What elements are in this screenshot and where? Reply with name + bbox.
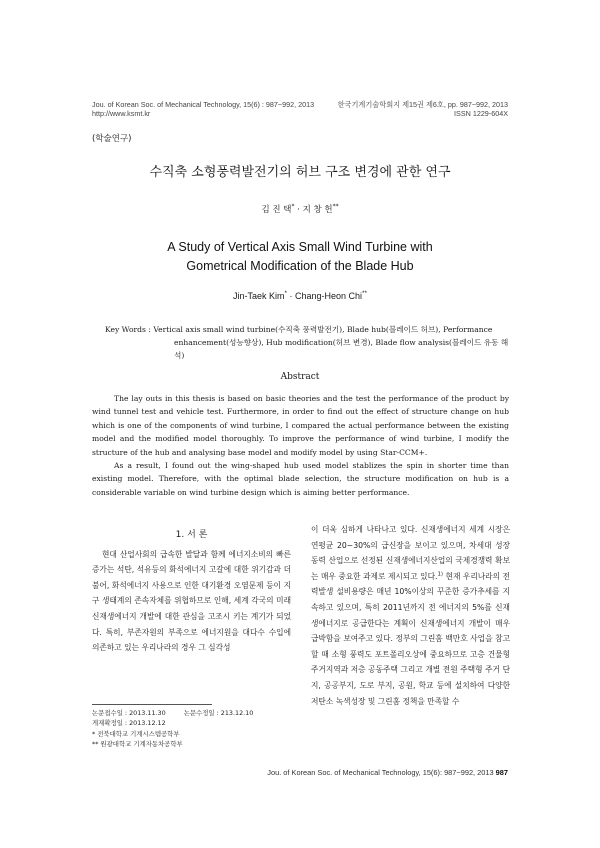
journal-url[interactable]: http://www.ksmt.kr [92,109,151,118]
accepted-date: 게재확정일 : 2013.12.12 [92,718,166,727]
paper-category: (학술연구) [92,134,132,144]
keywords [105,323,510,362]
footnotes [92,709,253,749]
affil-mark: * [284,290,287,297]
left-column [92,528,291,656]
footnote-divider [92,704,212,705]
author-separator: · [287,291,295,301]
english-title [0,238,600,276]
journal-citation-left [92,100,314,118]
affiliation-1: * 전북대학교 기계시스템공학부 [92,730,180,739]
abstract-heading: Abstract [280,372,320,382]
author-1: Jin-Taek Kim [233,291,285,301]
author-2: Chang-Heon Chi [295,291,363,301]
english-title-line: Gometrical Modification of the Blade Hub [186,259,414,273]
abstract-body [92,392,509,499]
english-title-line: A Study of Vertical Axis Small Wind Turbine with [167,240,433,254]
body-text: 현재 우리나라의 전력발생 설비용량은 매년 10%이상의 꾸준한 증가추세를 지속하고 있으며, 특히 2011년까지 전 에너지의 5%를 신재생에너지로 공급한다는 계획이 신재생에너지 개발이 매우 급박함을 보여주고 있다. 정부의 그린홈 백만호 사업을 참고할 때 소형 풍력도 포트폴리오상에 중요하므로 고층 건물형 주거지역과 저층 공동주택 그리고 개별 전원 주택형 주거 단지, 공공부지, 도로 부지, 공원, 학교 등에 설치하여 다양한 저탄소 녹색성장 및 그린홈 정책을 만족할 수 [311,571,510,706]
affil-mark: ** [362,290,367,297]
english-authors [0,291,600,301]
author-separator: · [294,205,303,215]
author-1: 김 진 택 [261,205,292,215]
keywords-line: Vertical axis small wind turbine(수직축 풍력발전기), Blade hub(블레이드 허브), Performance [153,325,493,334]
journal-citation-right [338,100,508,118]
abstract-paragraph: The lay outs in this thesis is based on basic theories and the test the performance of the product by wind tunnel test and vehicle test. Furthermore, in order to find out the effect of structure change on hub which is one of the components of wind turbine, I compared the actual performance between the existing model and the modified model thoroughly. To improve the performance of wind turbine, I modify the structure of the hub and analysing base model and modify model by using Star-CCM+. [92,394,509,457]
citation-line-korean: 한국기계기술학회지 제15권 제6호, pp. 987~992, 2013 [337,100,508,109]
korean-authors [0,203,600,215]
body-paragraph [311,522,510,709]
footer-citation: Jou. of Korean Soc. of Mechanical Technology, 15(6): 987~992, 2013 [267,768,496,777]
korean-title: 수직축 소형풍력발전기의 허브 구조 변경에 관한 연구 [149,165,451,180]
right-column [311,522,510,709]
reference-mark: 1) [437,571,443,578]
issn: ISSN 1229-604X [454,109,508,118]
revised-date: 논문수정일 : 213.12.10 [183,709,254,717]
author-2: 지 창 헌 [302,205,333,215]
affil-mark: * [291,203,295,211]
body-paragraph: 현대 산업사회의 급속한 발달과 함께 에너지소비의 빠른 증가는 석탄, 석유등의 화석에너지 고갈에 대한 위기감과 더불어, 화석에너지 사용으로 인한 대기환경 오염문제 등이 지구 생태계의 존속자체를 위협하므로 인해, 세계 각국의 미래 신재생에너지 개발에 대한 관심을 고조시 키는 계기가 되었다. 특히, 부존자원의 부족으로 에너지원을 대다수 수입에 의존하고 있는 우리나라의 경우 그 심각성 [92,549,291,653]
keywords-label: Key Words : [105,325,151,334]
page-footer [267,768,508,777]
abstract-paragraph: As a result, I found out the wing-shaped hub used model stablizes the spin in shorter time than existing model. Therefore, with the optimal blade selection, the structure modification on hub is a considerable variable on wind turbine design which is aiming better performance. [92,461,509,497]
page-number: 987 [495,768,508,777]
section-heading: 1. 서 론 [175,530,208,540]
affil-mark: ** [332,203,339,211]
keywords-line: enhancement(성능향상), Hub modification(허브 변경), Blade flow analysis(블레이드 유동 해석) [174,338,509,360]
affiliation-2: ** 원광대학교 기계자동차공학부 [92,739,183,748]
citation-line: Jou. of Korean Soc. of Mechanical Technology, 15(6) : 987~992, 2013 [92,100,315,109]
received-date: 논문접수일 : 2013.11.30 [92,709,166,717]
body-text: 이 더욱 심하게 나타나고 있다. 신재생에너지 세계 시장은 연평균 20~30%의 급신장을 보이고 있으며, 차세대 성장 동력 산업으로 선정된 신재생에너지산업의 국제경쟁력 확보는 매우 중요한 과제로 제시되고 있다. [311,525,510,581]
